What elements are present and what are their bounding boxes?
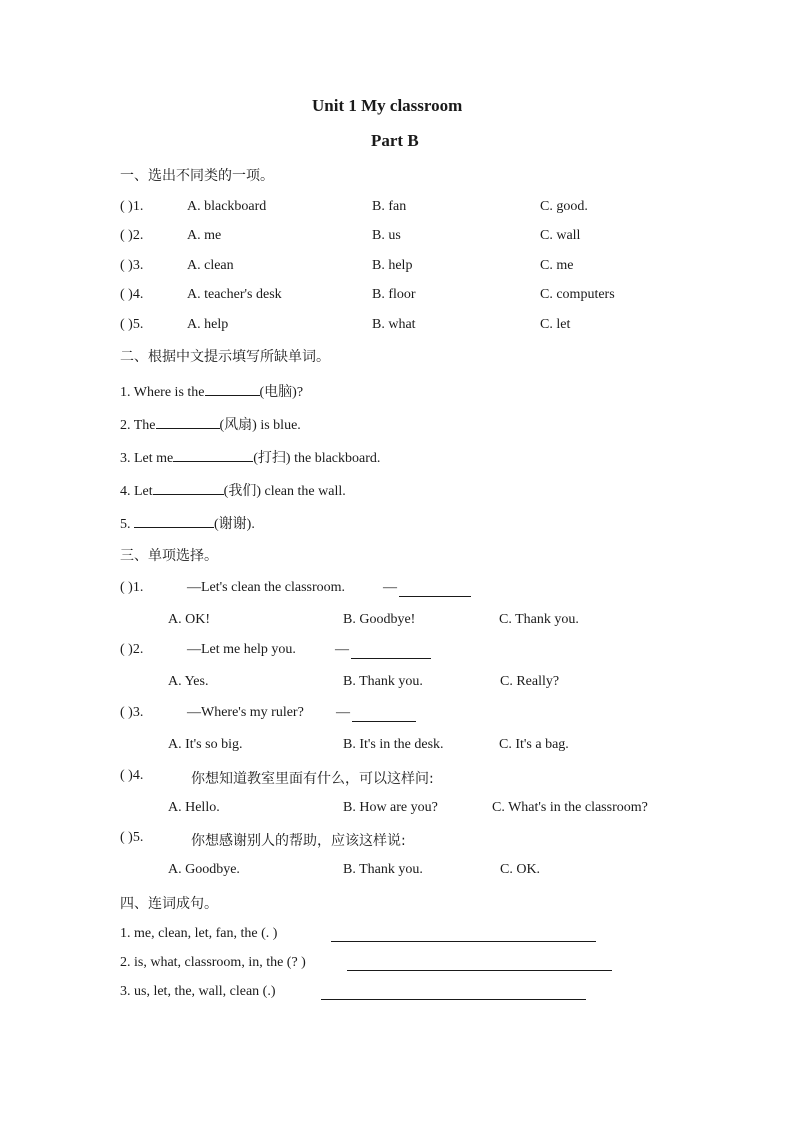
- reply-dash: —: [383, 580, 397, 595]
- option-c: C. me: [540, 258, 574, 273]
- option-c: C. good.: [540, 199, 588, 214]
- hint-text: (电脑)?: [259, 385, 304, 400]
- option-b: B. help: [372, 258, 413, 273]
- prompt-text: 3. Let me: [120, 451, 174, 466]
- question-text: —Let's clean the classroom.: [187, 580, 346, 595]
- question-number: ( )5.: [120, 317, 144, 332]
- hint-text: (谢谢).: [214, 517, 255, 532]
- option-a: A. It's so big.: [168, 737, 243, 752]
- fill-in-item: [120, 513, 255, 533]
- section-heading: 四、连词成句。: [120, 896, 218, 912]
- option-b: B. How are you?: [343, 800, 438, 815]
- answer-line[interactable]: [331, 927, 596, 942]
- question-number: ( )1.: [120, 199, 144, 214]
- word-list: 3. us, let, the, wall, clean (.): [120, 984, 276, 999]
- option-c: C. wall: [540, 228, 581, 243]
- question-text: 你想知道教室里面有什么，可以这样问:: [191, 771, 434, 787]
- section-heading: 二、根据中文提示填写所缺单词。: [120, 349, 330, 365]
- question-text: —Where's my ruler?: [187, 705, 304, 720]
- answer-blank[interactable]: [173, 447, 253, 462]
- option-a: A. Hello.: [168, 800, 220, 815]
- option-a: A. me: [187, 228, 222, 243]
- option-b: B. Thank you.: [343, 862, 423, 877]
- question-number: ( )1.: [120, 580, 144, 595]
- page-title: Unit 1 My classroom: [312, 96, 463, 115]
- word-list: 1. me, clean, let, fan, the (. ): [120, 926, 278, 941]
- prompt-text: 5.: [120, 517, 134, 532]
- option-a: A. help: [187, 317, 229, 332]
- option-b: B. Goodbye!: [343, 612, 416, 627]
- reply-dash: —: [335, 642, 349, 657]
- option-a: A. OK!: [168, 612, 210, 627]
- option-b: B. Thank you.: [343, 674, 423, 689]
- option-c: C. Thank you.: [499, 612, 579, 627]
- question-number: ( )4.: [120, 768, 144, 783]
- section-heading: 三、单项选择。: [120, 548, 218, 564]
- option-a: A. teacher's desk: [187, 287, 282, 302]
- prompt-text: 1. Where is the: [120, 385, 205, 400]
- fill-in-item: [120, 381, 303, 401]
- hint-text: (风扇) is blue.: [219, 418, 301, 433]
- reply-dash: —: [336, 705, 350, 720]
- prompt-text: 4. Let: [120, 484, 153, 499]
- hint-text: (我们) clean the wall.: [223, 484, 346, 499]
- question-number: ( )5.: [120, 830, 144, 845]
- option-a: A. clean: [187, 258, 234, 273]
- option-b: B. floor: [372, 287, 416, 302]
- fill-in-item: [120, 447, 380, 467]
- word-list: 2. is, what, classroom, in, the (? ): [120, 955, 306, 970]
- option-a: A. Yes.: [168, 674, 209, 689]
- question-number: ( )2.: [120, 228, 144, 243]
- option-a: A. blackboard: [187, 199, 267, 214]
- answer-blank[interactable]: [351, 644, 431, 659]
- option-c: C. It's a bag.: [499, 737, 569, 752]
- question-text: 你想感谢别人的帮助，应该这样说:: [191, 833, 406, 849]
- option-b: B. fan: [372, 199, 407, 214]
- question-number: ( )4.: [120, 287, 144, 302]
- page-subtitle: Part B: [371, 131, 419, 150]
- answer-blank[interactable]: [352, 707, 416, 722]
- hint-text: (打扫) the blackboard.: [253, 451, 381, 466]
- answer-blank[interactable]: [134, 513, 214, 528]
- option-c: C. computers: [540, 287, 615, 302]
- question-number: ( )2.: [120, 642, 144, 657]
- answer-line[interactable]: [321, 985, 586, 1000]
- question-number: ( )3.: [120, 258, 144, 273]
- option-b: B. what: [372, 317, 416, 332]
- option-c: C. Really?: [500, 674, 560, 689]
- answer-blank[interactable]: [156, 414, 220, 429]
- question-number: ( )3.: [120, 705, 144, 720]
- fill-in-item: [120, 480, 346, 500]
- answer-blank[interactable]: [153, 480, 224, 495]
- answer-line[interactable]: [347, 956, 612, 971]
- option-c: C. What's in the classroom?: [492, 800, 648, 815]
- option-b: B. us: [372, 228, 401, 243]
- option-a: A. Goodbye.: [168, 862, 240, 877]
- answer-blank[interactable]: [205, 381, 260, 396]
- option-b: B. It's in the desk.: [343, 737, 444, 752]
- answer-blank[interactable]: [399, 582, 471, 597]
- section-heading: 一、选出不同类的一项。: [120, 168, 274, 184]
- prompt-text: 2. The: [120, 418, 156, 433]
- question-text: —Let me help you.: [187, 642, 296, 657]
- option-c: C. let: [540, 317, 571, 332]
- option-c: C. OK.: [500, 862, 541, 877]
- fill-in-item: [120, 414, 301, 434]
